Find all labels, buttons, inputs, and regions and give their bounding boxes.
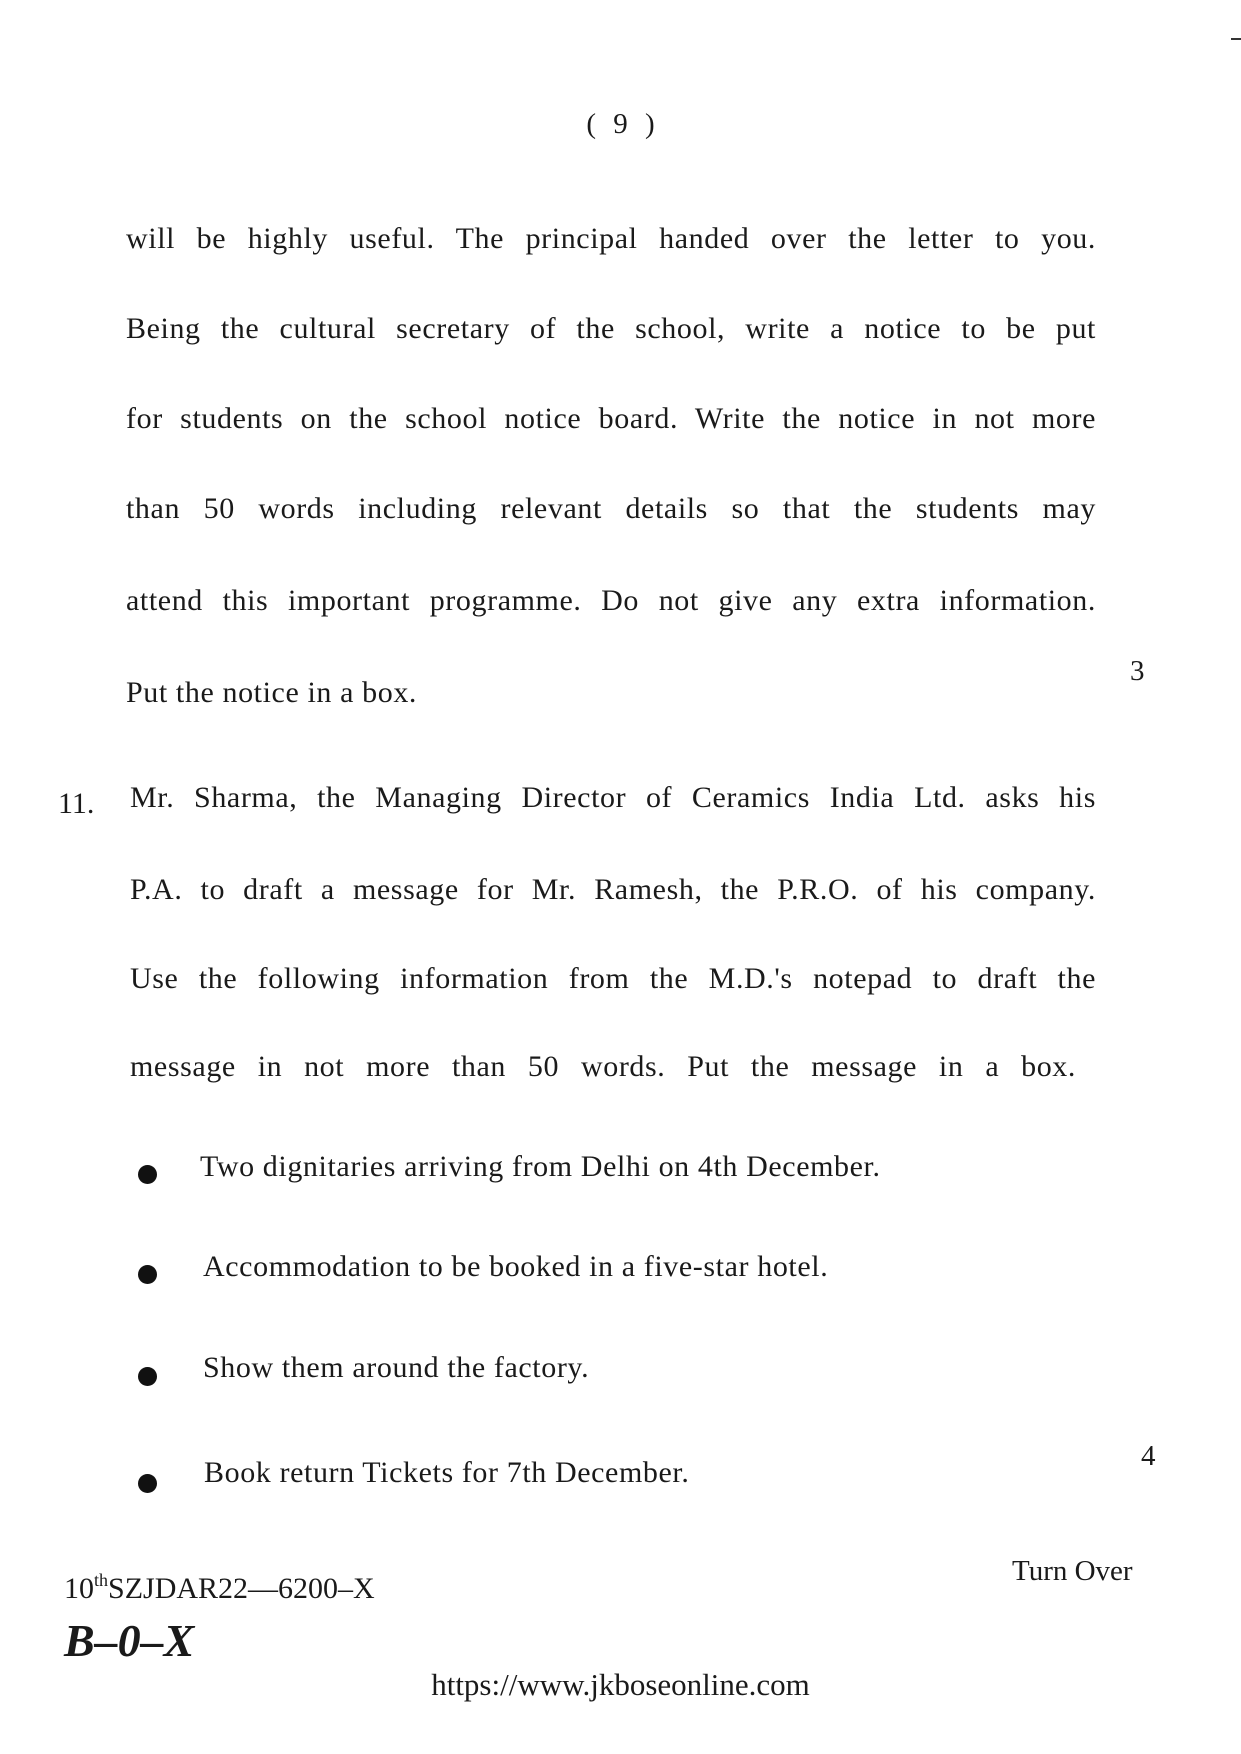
q11-marks: 4: [1141, 1440, 1156, 1472]
paragraph-line: for students on the school notice board. Write the notice in not more: [126, 402, 1096, 435]
paragraph-line: attend this important programme. Do not give any extra information.: [126, 584, 1096, 617]
website-url: https://www.jkboseonline.com: [431, 1667, 810, 1702]
q10-marks: 3: [1130, 655, 1145, 687]
scan-mark: [1231, 38, 1241, 40]
bullet-icon: [138, 1165, 157, 1184]
paragraph-line: Put the notice in a box.: [126, 676, 418, 709]
bullet-item: Two dignitaries arriving from Delhi on 4th December.: [200, 1150, 881, 1183]
question-line: message in not more than 50 words. Put the message in a box.: [130, 1050, 1076, 1083]
bullet-item: Book return Tickets for 7th December.: [204, 1456, 690, 1489]
bullet-icon: [138, 1474, 157, 1493]
series-label: B–0–X: [64, 1615, 195, 1666]
bullet-icon: [138, 1265, 157, 1284]
bullet-item: Accommodation to be booked in a five-star hotel.: [203, 1250, 829, 1283]
paper-code-rest: SZJDAR22—6200–X: [108, 1572, 375, 1605]
question-number: 11.: [58, 787, 95, 820]
question-line: Mr. Sharma, the Managing Director of Ceramics India Ltd. asks his: [130, 781, 1096, 814]
paragraph-line: than 50 words including relevant details so that the students may: [126, 492, 1096, 525]
question-line: P.A. to draft a message for Mr. Ramesh, the P.R.O. of his company.: [130, 873, 1096, 906]
paragraph-line: Being the cultural secretary of the school, write a notice to be put: [126, 312, 1096, 345]
paragraph-line: will be highly useful. The principal handed over the letter to you.: [126, 222, 1096, 255]
paper-code: [64, 1570, 375, 1606]
question-line: Use the following information from the M.D.'s notepad to draft the: [130, 962, 1096, 995]
turn-over-label: Turn Over: [1012, 1555, 1133, 1587]
bullet-item: Show them around the factory.: [203, 1351, 590, 1384]
paper-code-sup: th: [94, 1570, 109, 1590]
paper-code-prefix: 10: [64, 1572, 94, 1605]
page-number: ( 9 ): [586, 108, 655, 140]
bullet-icon: [138, 1367, 157, 1386]
